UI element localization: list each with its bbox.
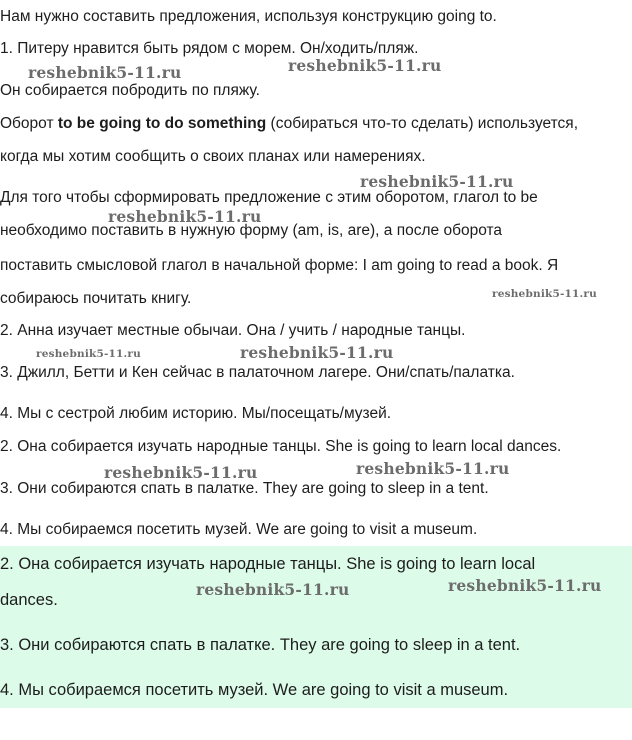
watermark: reshebnik5-11.ru	[104, 463, 258, 482]
box-answer-4: 4. Мы собираемся посетить музей. We are going to visit a museum.	[0, 681, 509, 699]
answer-4: 4. Мы собираемся посетить музей. We are going to visit a museum.	[0, 521, 478, 538]
task-4: 4. Мы с сестрой любим историю. Мы/посещать/музей.	[0, 405, 392, 422]
rule-line-4: необходимо поставить в нужную форму (am, is, are), а после оборота	[0, 222, 503, 239]
answer-3: 3. Они собираются спать в палатке. They are going to sleep in a tent.	[0, 480, 489, 497]
watermark: reshebnik5-11.ru	[360, 172, 514, 191]
task-2: 2. Анна изучает местные обычаи. Она / учить / народные танцы.	[0, 322, 466, 339]
answer-2: 2. Она собирается изучать народные танцы. She is going to learn local dances.	[0, 438, 562, 455]
watermark: reshebnik5-11.ru	[288, 56, 442, 75]
watermark: reshebnik5-11.ru	[240, 343, 394, 362]
rule-bold-phrase: to be going to do something	[57, 115, 267, 132]
watermark: reshebnik5-11.ru	[36, 348, 141, 360]
watermark: reshebnik5-11.ru	[448, 576, 602, 595]
box-answer-3: 3. Они собираются спать в палатке. They are going to sleep in a tent.	[0, 636, 521, 654]
task-3: 3. Джилл, Бетти и Кен сейчас в палаточном лагере. Они/спать/палатка.	[0, 364, 515, 381]
box-answer-2-line-2: dances.	[0, 591, 58, 609]
rule-line-2: когда мы хотим сообщить о своих планах или намерениях.	[0, 148, 426, 165]
rule-line-6: собираюсь почитать книгу.	[0, 290, 192, 307]
rule-prefix: Оборот	[0, 115, 58, 132]
answer-1: Он собирается побродить по пляжу.	[0, 82, 260, 99]
watermark: reshebnik5-11.ru	[196, 580, 350, 599]
watermark: reshebnik5-11.ru	[356, 459, 510, 478]
watermark: reshebnik5-11.ru	[28, 63, 182, 82]
rule-line-3: Для того чтобы сформировать предложение с этим оборотом, глагол to be	[0, 189, 538, 206]
watermark: reshebnik5-11.ru	[108, 207, 262, 226]
rule-line-5: поставить смысловой глагол в начальной форме: I am going to read a book. Я	[0, 257, 559, 274]
intro-text: Нам нужно составить предложения, используя конструкцию going to.	[0, 8, 497, 25]
task-1: 1. Питеру нравится быть рядом с морем. Он/ходить/пляж.	[0, 40, 419, 57]
box-answer-2-line-1: 2. Она собирается изучать народные танцы. She is going to learn local	[0, 555, 536, 573]
rule-suffix: (собираться что-то сделать) используется,	[266, 115, 578, 132]
rule-line-1	[0, 114, 578, 134]
watermark: reshebnik5-11.ru	[492, 288, 597, 300]
